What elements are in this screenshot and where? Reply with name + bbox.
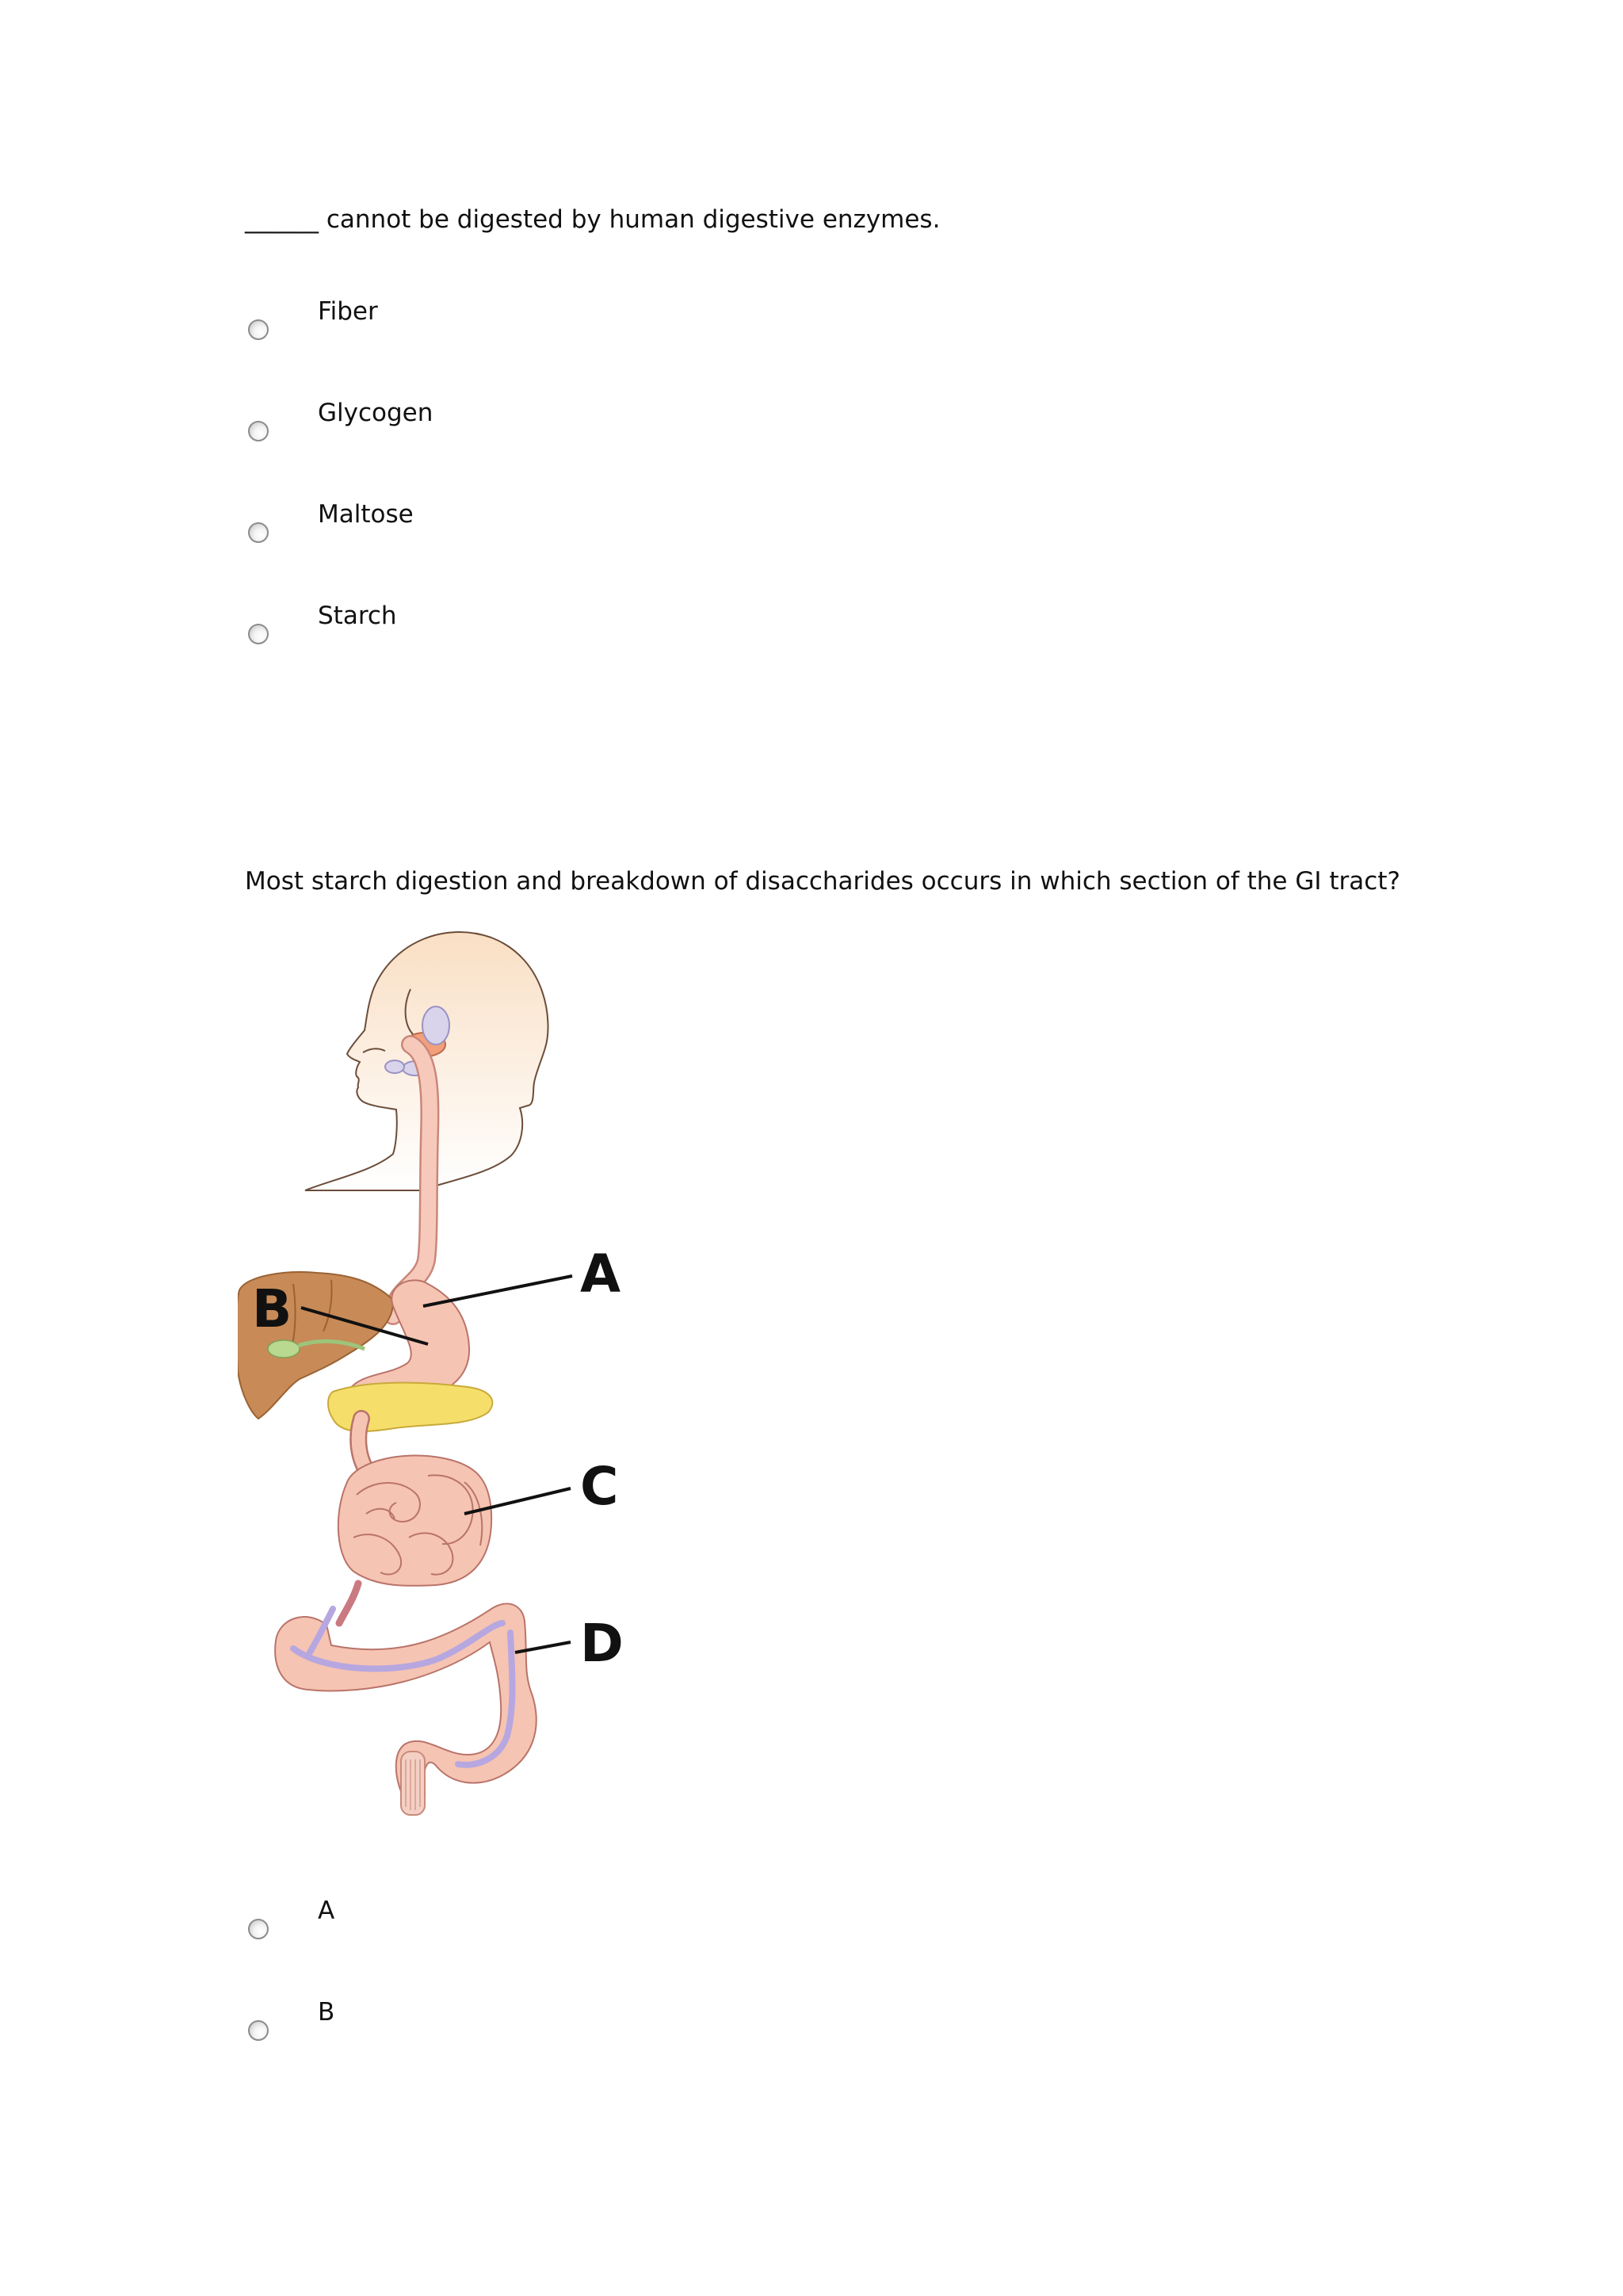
radio-button[interactable]	[248, 421, 269, 441]
option-label: Fiber	[318, 297, 378, 326]
large-intestine	[275, 1603, 537, 1815]
question-1-option-fiber[interactable]	[245, 296, 958, 351]
option-label: B	[318, 1998, 335, 2027]
digestive-system-illustration	[238, 911, 872, 1823]
diagram-label-b: B	[252, 1278, 292, 1339]
option-label: A	[318, 1897, 335, 1925]
question-2-prompt: Most starch digestion and breakdown of disaccharides occurs in which section of the GI tract?	[245, 867, 1400, 896]
option-label: Glycogen	[318, 399, 433, 427]
radio-button[interactable]	[248, 1919, 269, 1939]
question-1-option-maltose[interactable]	[245, 499, 958, 554]
radio-button[interactable]	[248, 624, 269, 644]
question-1-option-starch[interactable]	[245, 600, 958, 655]
question-1-option-glycogen[interactable]	[245, 397, 958, 453]
leader-line-a	[423, 1276, 572, 1306]
question-1-prompt: ______ cannot be digested by human digestive enzymes.	[245, 205, 941, 234]
diagram-label-c: C	[580, 1456, 619, 1517]
radio-button[interactable]	[248, 319, 269, 340]
option-label: Starch	[318, 602, 397, 630]
small-intestine	[338, 1456, 491, 1586]
radio-button[interactable]	[248, 2020, 269, 2041]
gallbladder	[268, 1340, 300, 1358]
diagram-label-d: D	[580, 1613, 624, 1674]
digestive-system-diagram	[238, 911, 872, 1823]
option-label: Maltose	[318, 500, 414, 529]
question-2-option-b[interactable]	[245, 1996, 958, 2052]
radio-button[interactable]	[248, 522, 269, 543]
diagram-label-a: A	[580, 1244, 621, 1305]
question-2-option-a[interactable]	[245, 1895, 958, 1950]
